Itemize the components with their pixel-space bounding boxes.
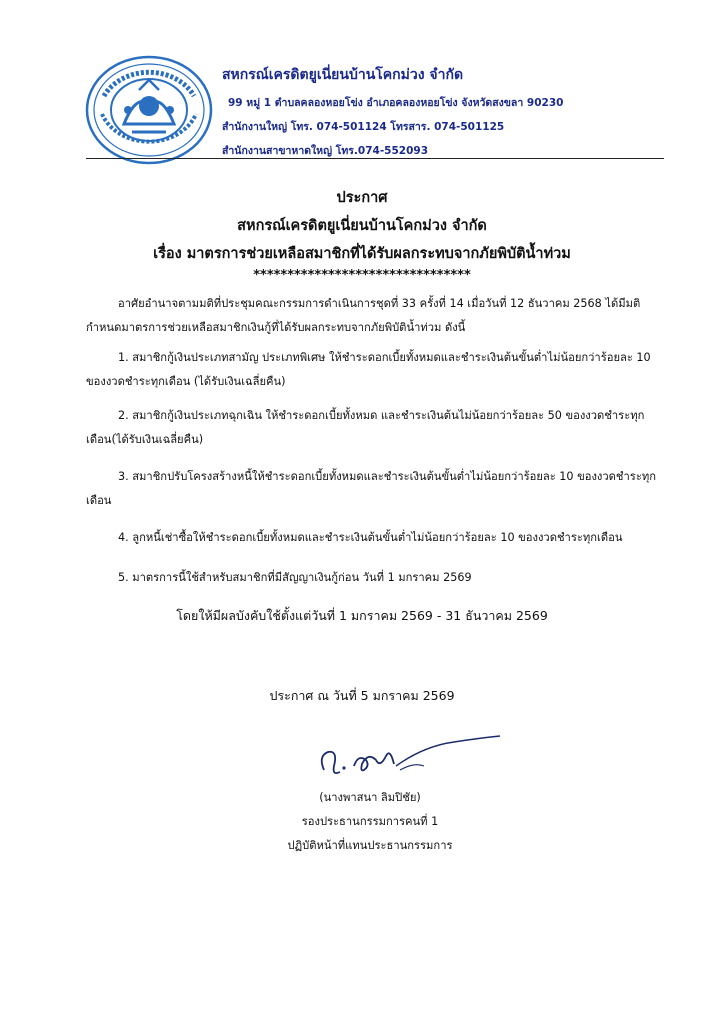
- intro-paragraph: อาศัยอำนาจตามมติที่ประชุมคณะกรรมการดำเนินการชุดที่ 33 ครั้งที่ 14 เมื่อวันที่ 12 ธันวาคม 2568 ได้มีมติกำหนดมาตรการช่วยเหลือสมาชิกเงินกู้ที่ได้รับผลกระทบจากภัยพิบัติน้ำท่วม ดังนี้: [86, 297, 641, 334]
- organization-address: 99 หมู่ 1 ตำบลคลองหอยโข่ง อำเภอคลองหอยโข่ง จังหวัดสงขลา 90230: [228, 97, 564, 109]
- organization-header: [222, 64, 692, 166]
- signatory-name: (นางพาสนา ลิมปิชัย): [319, 791, 421, 804]
- announcement-heading: ประกาศ: [336, 190, 388, 206]
- measure-item-3: 3. สมาชิกปรับโครงสร้างหนี้ให้ชำระดอกเบี้ยทั้งหมดและชำระเงินต้นขั้นต่ำไม่น้อยกว่าร้อยละ 10 ของงวดชำระทุกเดือน: [86, 470, 656, 507]
- signatory-block: [240, 786, 500, 858]
- measure-item-4: 4. ลูกหนี้เช่าซื้อให้ชำระดอกเบี้ยทั้งหมดและชำระเงินต้นขั้นต่ำไม่น้อยกว่าร้อยละ 10 ของงวดชำระทุกเดือน: [118, 531, 623, 544]
- cooperative-seal-logo: [84, 54, 214, 166]
- branch-office-phone: สำนักงานสาขาหาดใหญ่ โทร.074-552093: [222, 145, 429, 157]
- announcement-title-block: [0, 184, 724, 284]
- announcement-org-line: สหกรณ์เครดิตยูเนี่ยนบ้านโคกม่วง จำกัด: [237, 218, 487, 234]
- signatory-acting-role: ปฏิบัติหน้าที่แทนประธานกรรมการ: [287, 839, 453, 852]
- head-office-phone: สำนักงานใหญ่ โทร. 074-501124 โทรสาร. 074-501125: [222, 121, 505, 133]
- title-separator: ********************************: [253, 268, 471, 283]
- announcement-subject: เรื่อง มาตรการช่วยเหลือสมาชิกที่ได้รับผลกระทบจากภัยพิบัติน้ำท่วม: [153, 246, 571, 262]
- measure-item-2: 2. สมาชิกกู้เงินประเภทฉุกเฉิน ให้ชำระดอกเบี้ยทั้งหมด และชำระเงินต้นไม่น้อยกว่าร้อยละ 50 ของงวดชำระทุกเดือน(ได้รับเงินเฉลี่ยคืน): [86, 409, 645, 446]
- signatory-position: รองประธานกรรมการคนที่ 1: [301, 815, 439, 828]
- measure-item-5: 5. มาตรการนี้ใช้สำหรับสมาชิกที่มีสัญญาเงินกู้ก่อน วันที่ 1 มกราคม 2569: [118, 571, 472, 584]
- effective-period: โดยให้มีผลบังคับใช้ตั้งแต่วันที่ 1 มกราคม 2569 - 31 ธันวาคม 2569: [176, 608, 548, 623]
- header-divider: [86, 158, 664, 159]
- organization-name: สหกรณ์เครดิตยูเนี่ยนบ้านโคกม่วง จำกัด: [222, 67, 464, 83]
- announcement-date: ประกาศ ณ วันที่ 5 มกราคม 2569: [269, 688, 455, 703]
- measure-item-1: 1. สมาชิกกู้เงินประเภทสามัญ ประเภทพิเศษ ให้ชำระดอกเบี้ยทั้งหมดและชำระเงินต้นขั้นต่ำไม่น้อยกว่าร้อยละ 10 ของงวดชำระทุกเดือน (ได้รับเงินเฉลี่ยคืน): [86, 351, 651, 388]
- handwritten-signature: [304, 726, 514, 792]
